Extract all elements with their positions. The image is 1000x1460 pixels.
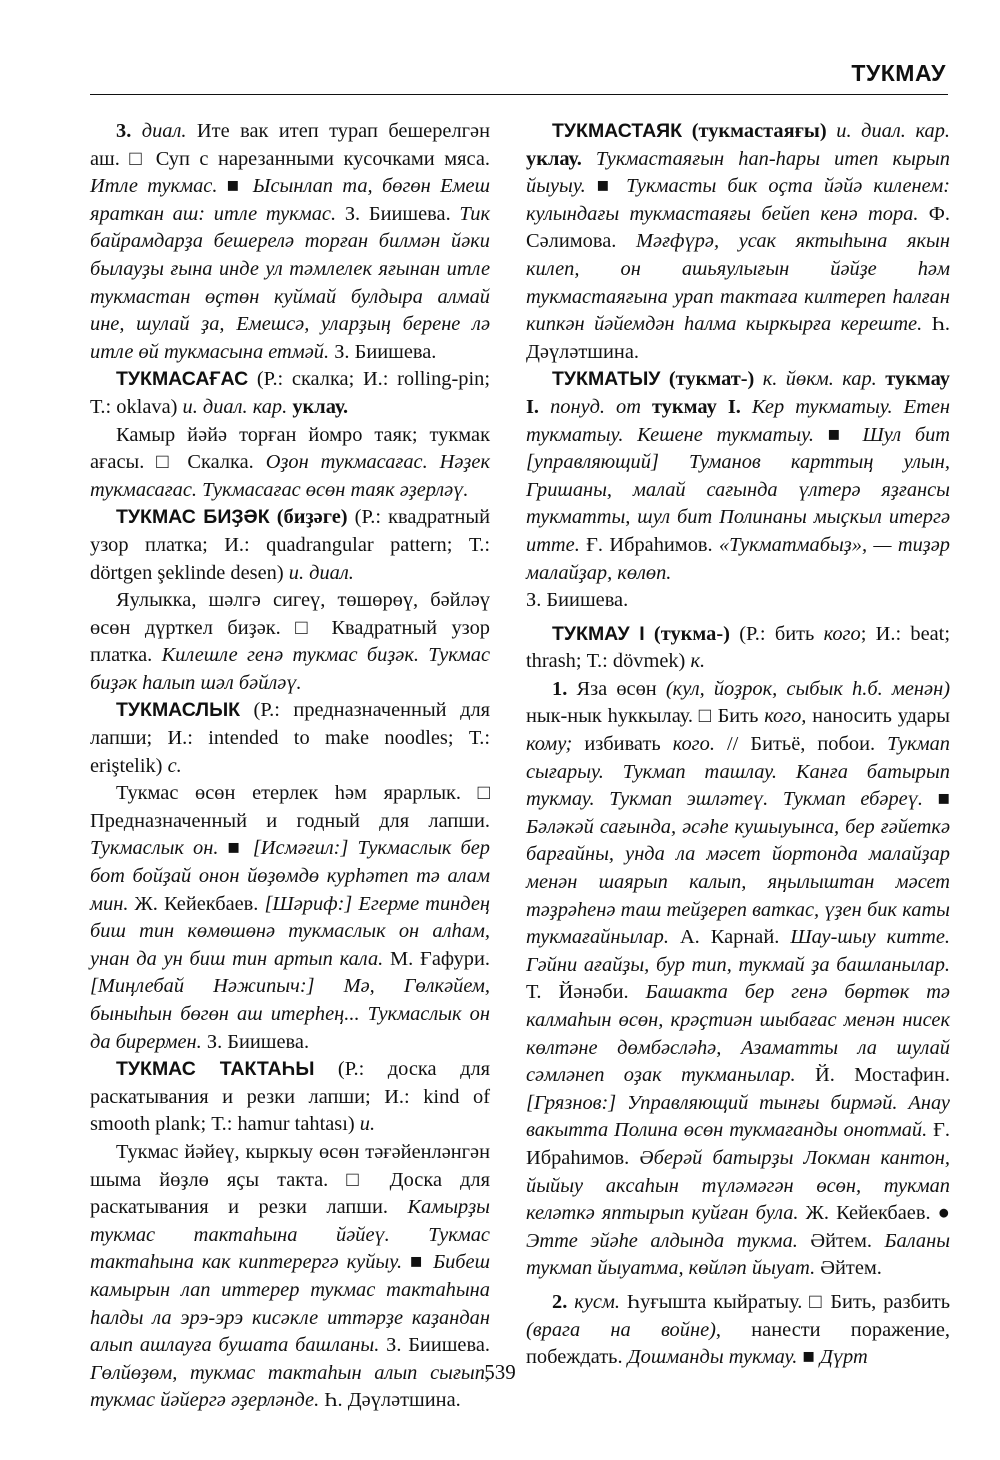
entry-tukmastayak: [526, 118, 950, 366]
separator-mark: ■: [402, 1251, 434, 1274]
entry-definition: [90, 422, 490, 505]
example-text: Итле тукмас.: [90, 175, 218, 198]
definition-text: Һуғышта кыйратыу. □ Бить, разбить: [619, 1290, 950, 1313]
grammar-label: и. диал.: [288, 561, 354, 584]
definition-note: кого.: [672, 733, 715, 756]
grammar-label: и. диал. кар.: [182, 395, 288, 418]
headword-form: (биҙәге): [269, 506, 348, 529]
source-text: Ж. Кейекбаев. ●: [798, 1202, 950, 1225]
headword-form: (тукмат-): [660, 368, 755, 391]
translations: (Р.: бить: [729, 622, 824, 645]
definition-text: Яулыкка, шәлгә сигеү, төшөрөү, бәйләү өсөн дүрткел биҙәк. □ Квадратный узор платка.: [90, 589, 490, 667]
example-text: Килешле генә тукмас биҙәк. Тукмас биҙәк һалып шәл бәйләү.: [90, 644, 490, 694]
example-text: Мәғфүрә, усак яктыһына якын килеп, он ашьяулығын йәйҙе һәм тукмастаяғына урап тактаға килтереп һалған кипкән йәйемдән һалма кыркырға кереште.: [526, 230, 950, 336]
definition-text: Яза өсөн: [567, 677, 666, 700]
headword: ТУКМАУ I: [552, 622, 645, 645]
example-text: Тукмасты бик оҫта йәйә киленем: кулындағы тукмастаяғы бейеп кенә тора.: [526, 175, 951, 225]
source-text: З. Биишева.: [336, 202, 460, 225]
entry-definition: [90, 780, 490, 1056]
definition-text: Ите вак итеп турап бешерелгән аш. □ Суп с нарезанными кусочками мяса.: [90, 120, 490, 170]
sense-number: 3.: [116, 120, 132, 142]
entry-tukmau: [526, 621, 950, 676]
example-text: Баланы тукмап йыуатма, көйләп йыуат.: [526, 1229, 951, 1280]
example-text: [Шәриф:] Егерме тиндең биш тин көмөшөнә тукмаслык он алһам, унан да ун биш тин артып кала.: [90, 892, 490, 970]
example-text: Шул бит [управляющий] Туманов карттың улын, Гришаны, малай сағында үлтерә яҙғансы тукматты, шул бит Полинаны мыҫкыл итергә итте.: [526, 423, 951, 556]
separator-mark: ■: [585, 175, 627, 198]
headword: ТУКМАТЫУ: [552, 368, 661, 391]
source-text: З. Биишева.: [379, 1334, 490, 1357]
example-text: Башакта бер генә бөртөк тә калмаһын өсөн, крәҫтиән шыбағас менән нисек көлтәне дөмбәсләһә, Азаматты ла шулай сәмләнеп оҙак тукманылар.: [526, 981, 950, 1087]
source-text: Әйтем.: [797, 1229, 885, 1252]
example-text: Ысынлап та, бөгөн Емеш яраткан аш: итле тукмас.: [90, 175, 490, 225]
source-text: Ф. Сәлимова.: [526, 202, 950, 253]
grammar-label: и.: [359, 1113, 376, 1136]
source-text: Й. Мостафин.: [795, 1064, 950, 1087]
source-text: З. Биишева.: [329, 340, 437, 363]
example-text: Тукмаслык он.: [90, 837, 219, 860]
header-rule: [90, 94, 948, 95]
source-text: Һ. Дәүләтшина.: [319, 1389, 461, 1412]
source-text: Һ. Дәүләтшина.: [526, 313, 950, 363]
headword: ТУКМАС ТАКТАҺЫ: [116, 1058, 315, 1081]
entry-tukmatyu: [526, 366, 950, 614]
example-text: Дүрт: [819, 1346, 868, 1369]
separator-mark: ■: [218, 837, 253, 860]
separator-mark: ■: [923, 788, 950, 811]
translations: (Р.: доска для раскатывания и резки лапши; И.: kind of smooth plank; Т.: hamur tahtası): [90, 1058, 491, 1136]
source-text: Ж. Кейекбаев.: [128, 892, 265, 915]
translations: (Р.: предназначенный для лапши; И.: intended to make noodles; Т.: erіştelik): [90, 699, 490, 777]
cross-reference: уклау.: [287, 395, 349, 418]
example-text: [Грязнов:] Управляющий тынғы бирмәй. Анау вакытта Полина өсөн тукмағанды онотмай.: [526, 1091, 950, 1142]
running-head: ТУКМАУ: [851, 60, 946, 86]
cross-reference: тукмау I.: [526, 368, 950, 418]
example-text: Тукмап сығарыу. Тукмап ташлау. Канға батырып тукмау. Тукмап эшләтеү. Тукмап ебәреү.: [526, 733, 950, 811]
translation-note: кого: [823, 622, 861, 645]
translations: (Р.: скалка; И.: rolling-pin; Т.: oklava): [90, 368, 490, 418]
translations: ; И.: beat; thrash; Т.: dövmek): [526, 622, 951, 673]
left-column: [90, 118, 490, 1415]
entry-tukmas-taktahy: [90, 1056, 490, 1139]
cross-reference: уклау.: [526, 147, 582, 170]
source-text: Т. Йәнәби.: [526, 981, 646, 1004]
example-text: Тик байрамдарҙа бешерелә торған билмән йәки былауҙы ғына инде ул тәмлелек яғынан итле тукмастан өҫтөн куймай булдыра алмай ине, шулай ҙа, Емешсә, уларҙың берене лә итле өй тукмасына етмәй.: [90, 202, 490, 363]
example-text: Шау-шыу китте. Гәйни ағайҙы, бур тип, тукмай ҙа башланылар.: [526, 926, 950, 976]
usage-label: диал.: [141, 120, 187, 142]
definition-text: наносить удары: [806, 705, 950, 728]
headword-form: (тукмастаяғы): [682, 120, 827, 142]
definition-text: нык-нык һуккылау. □ Бить: [526, 705, 765, 728]
example-text: [Исмәғил:] Тукмаслык бер бот бойҙай онон йөҙөмдө курһәтеп тә алам мин.: [90, 837, 490, 915]
entry-tukmaslyk: [90, 697, 490, 780]
separator-mark: ■: [797, 1346, 820, 1369]
sense-one: [526, 676, 950, 1283]
separator-mark: ■: [217, 175, 253, 198]
grammar-label: с.: [167, 754, 182, 777]
source-text: Ғ. Ибраһимов.: [526, 1119, 951, 1169]
example-text: Камырҙы тукмас тактаһына йәйеү. Тукмас тактаһына как киптерергә куйыу.: [90, 1196, 490, 1274]
definition-note: кому;: [526, 733, 573, 756]
source-text: А. Карнай.: [668, 926, 791, 949]
example-text: Дошманды тукмау.: [627, 1346, 798, 1369]
entry-tukmasagas: [90, 366, 490, 421]
source-text: Ғ. Ибраһимов.: [579, 533, 719, 556]
example-text: Кер тукматыу. Етен тукматыу. Кешене тукматыу.: [526, 395, 950, 446]
headword: ТУКМАС БИҘӘК: [116, 506, 270, 529]
entry-continuation: [90, 118, 490, 366]
example-text: [Миңлебай Нәжипыч:] Мә, Гөлкәйем, быныһын бөгөн аш итерһең... Тукмаслык он да бирермен.: [90, 975, 490, 1053]
headword: ТУКМАСТАЯК: [552, 120, 683, 142]
definition-text: Камыр йәйә торған йомро таяк; тукмак ағасы. □ Скалка.: [90, 423, 490, 474]
source-text: Әйтем.: [815, 1257, 882, 1280]
definition-text: , нанести поражение, побеждать.: [526, 1318, 951, 1369]
definition-text: Тукмас өсөн етерлек һәм ярарлык. □ Предназначенный и годный для лапши.: [90, 782, 490, 832]
headword: ТУКМАСАҒАС: [116, 368, 249, 391]
source-text: М. Ғафури.: [383, 947, 490, 970]
example-text: «Тукматмабыҙ», — тиҙәр малайҙар, көлөп.: [526, 533, 950, 584]
entry-definition: [90, 587, 490, 697]
cross-reference: тукмау I.: [640, 395, 741, 418]
grammar-label: и. диал. кар.: [826, 120, 950, 142]
grammar-label: к.: [690, 650, 706, 673]
example-text: Тукмастаяғын һап-һары итеп кырып йыуыу.: [526, 147, 950, 198]
translations: (Р.: квадратный узор платка; И.: quadrangular pattern; Т.: dörtgen şeklinde desen): [90, 506, 490, 584]
headword-form: (тукма-): [644, 622, 730, 645]
definition-note: (кул, йоҙрок, сыбык һ.б. менән): [665, 677, 950, 700]
grammar-label: к. йөкм. кар.: [754, 368, 877, 391]
example-text: Әбеpәй батырҙы Локман кантон, йыйыу акcаһын түләмәгән өсөн, тукмап келәткә яптырып куйған була.: [526, 1146, 950, 1225]
right-column: [526, 118, 950, 1372]
definition-note: (врага на войне): [526, 1318, 716, 1341]
sense-number: 1.: [552, 677, 568, 700]
headword: ТУКМАСЛЫК: [116, 699, 241, 722]
definition-text: Тукмас йәйеү, кыркыу өсөн тәғәйенләнгән шыма йөҙлө яҫы такта. □ Доска для раскатывания и резки лапши.: [90, 1140, 490, 1219]
source-text: З. Биишева.: [526, 589, 629, 612]
definition-text: избивать: [572, 733, 673, 756]
page-number: 539: [484, 1360, 516, 1384]
separator-mark: ■: [814, 423, 863, 446]
example-text: Бибеш камырын лап иттерер тукмас тактаһына һалды ла эрэ-эрэ кисәкле иттәрҙе каҙандан алып ашлауға бушата башланы.: [90, 1251, 490, 1357]
source-text: З. Биишева.: [201, 1030, 310, 1053]
entry-tukmas-bizek: [90, 504, 490, 587]
example-text: Бәләкәй сағында, әсәһе кушыуынса, бер ғәйеткә барғайны, унда ла мәсет йортонда малайҙар менән шаярып калып, яңылыштан мәсет тәҙрәһенә таш тейҙереп ваткас, үҙен бик каты тукмағайнылар.: [526, 815, 950, 949]
example-text: Этте эйәһе алдында тукма.: [526, 1229, 798, 1252]
sense-number: 2.: [552, 1290, 568, 1313]
example-text: Оҙон тукмасағас. Нәҙек тукмасағас. Тукмасағас өсөн таяк әҙерләү.: [90, 451, 490, 501]
grammar-label: понуд. от: [539, 395, 641, 418]
grammar-label: кусм.: [574, 1290, 620, 1313]
example-text: Гөлйөҙөм, тукмас тактаһын алып сығып, тукмас йәйергә әҙерләнде.: [90, 1361, 490, 1412]
definition-note: кого,: [764, 705, 807, 728]
definition-text: // Битьё, побои.: [714, 733, 888, 756]
